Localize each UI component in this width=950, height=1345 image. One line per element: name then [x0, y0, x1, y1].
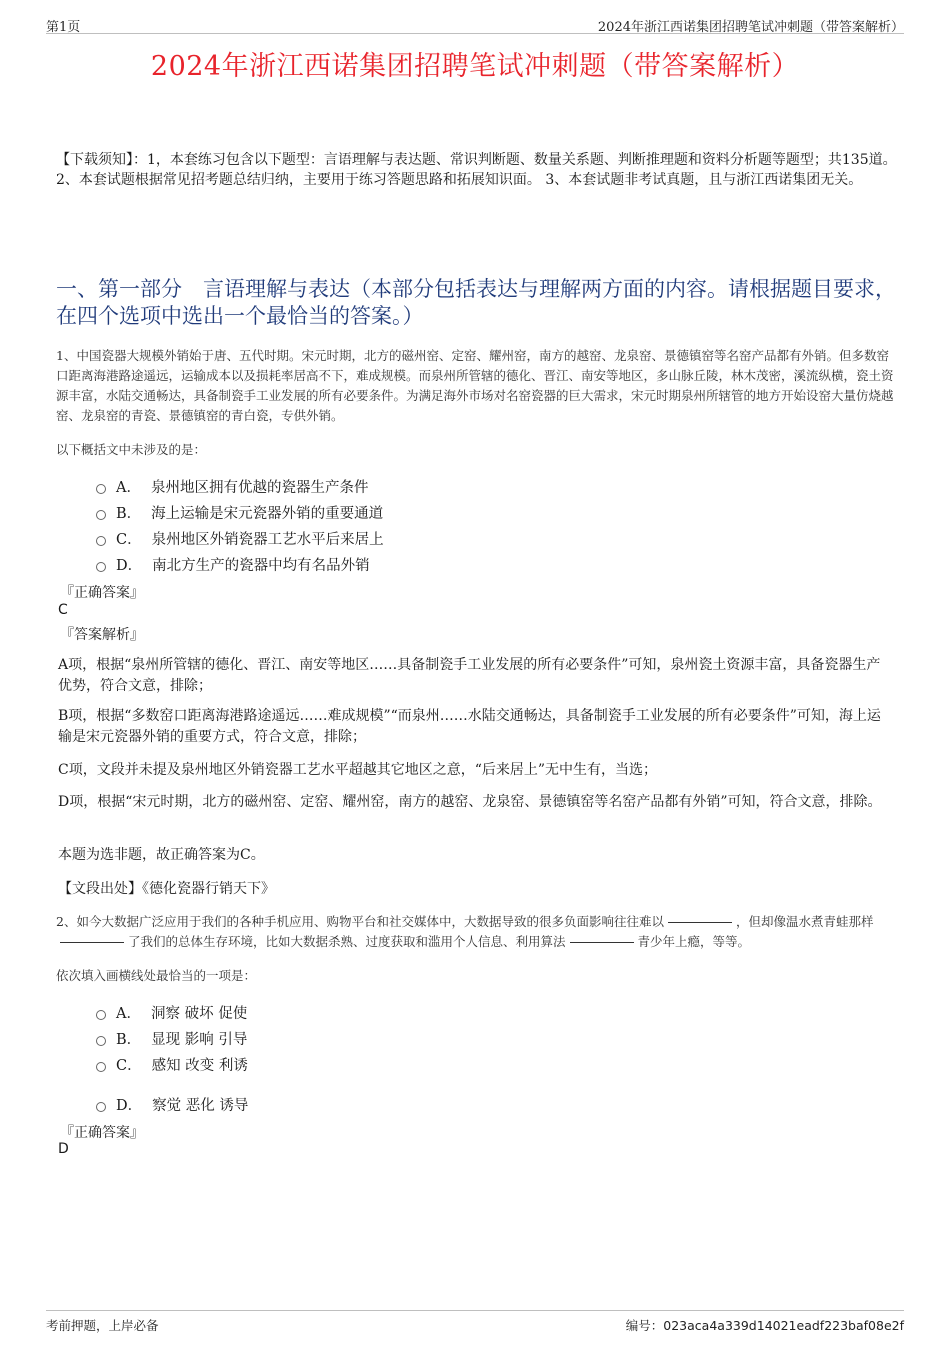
q1-analysis-c: C项，文段并未提及泉州地区外销瓷器工艺水平超越其它地区之意，“后来居上”无中生有，当选；	[58, 762, 658, 778]
option-letter: A．	[116, 1006, 141, 1022]
q2-option-b[interactable]	[96, 1028, 247, 1049]
option-letter: C．	[116, 532, 142, 548]
q1-analysis-a: A项，根据“泉州所管辖的德化、晋江、南安等地区……具备制瓷手工业发展的所有必要条件”可知，泉州瓷土资源丰富，具备瓷器生产优势，符合文意，排除；	[58, 657, 881, 694]
option-letter: D．	[116, 558, 143, 574]
code-value: 023aca4a339d14021eadf223baf08e2f	[663, 1318, 904, 1333]
fill-blank-3[interactable]	[570, 942, 634, 943]
question-1-stem: 1、中国瓷器大规模外销始于唐、五代时期。宋元时期，北方的磁州窑、定窑、耀州窑，南方的越窑、龙泉窑、景德镇窑等名窑产品都有外销。但多数窑口距离海港路途遥远，运输成本以及损耗率居高不下，难成规模。而泉州所管辖的德化、晋江、南安等地区，多山脉丘陵，林木茂密，溪流纵横，瓷土资源丰富，水陆交通畅达，具备制瓷手工业发展的所有必要条件。为满足海外市场对名窑瓷器的巨大需求，宋元时期泉州所辖管的地方开始设窑大量仿烧越窑、龙泉窑的青瓷、景德镇窑的青白瓷，专供外销。	[56, 348, 894, 423]
option-letter: A．	[116, 480, 141, 496]
footer-code	[626, 1316, 904, 1334]
option-text: 海上运输是宋元瓷器外销的重要通道	[151, 506, 384, 522]
q1-analysis-d: D项，根据“宋元时期，北方的磁州窑、定窑、耀州窑，南方的越窑、龙泉窑、景德镇窑等名窑产品都有外销”可知，符合文意，排除。	[58, 794, 882, 810]
radio-icon[interactable]	[96, 536, 106, 546]
q2-answer: D	[58, 1141, 69, 1157]
radio-icon[interactable]	[96, 1010, 106, 1020]
option-letter: B．	[116, 1032, 142, 1048]
option-letter: C．	[116, 1058, 142, 1074]
q1-analysis-conclusion: 本题为选非题，故正确答案为C。	[58, 847, 265, 863]
code-label: 编号：	[625, 1318, 664, 1333]
radio-icon[interactable]	[96, 1062, 106, 1072]
q1-option-b[interactable]	[96, 502, 383, 523]
q1-answer-label: 『正确答案』	[60, 585, 144, 601]
option-text: 泉州地区外销瓷器工艺水平后来居上	[151, 532, 384, 548]
radio-icon[interactable]	[96, 1102, 106, 1112]
option-letter: D．	[116, 1098, 143, 1114]
question-1-prompt: 以下概括文中未涉及的是：	[56, 442, 207, 457]
option-letter: B．	[116, 506, 142, 522]
q2-option-d[interactable]	[96, 1094, 248, 1115]
question-2-prompt: 依次填入画横线处最恰当的一项是：	[56, 968, 257, 983]
q1-analysis-label: 『答案解析』	[60, 627, 144, 643]
radio-icon[interactable]	[96, 484, 106, 494]
q1-option-c[interactable]	[96, 528, 384, 549]
q2-answer-label: 『正确答案』	[60, 1125, 144, 1141]
q1-answer: C	[58, 602, 68, 618]
fill-blank-2[interactable]	[60, 942, 124, 943]
q2-option-c[interactable]	[96, 1054, 248, 1075]
radio-icon[interactable]	[96, 562, 106, 572]
option-text: 显现 影响 引导	[151, 1032, 248, 1048]
radio-icon[interactable]	[96, 510, 106, 520]
question-2-stem: 2、如今大数据广泛应用于我们的各种手机应用、购物平台和社交媒体中，大数据导致的很多负面影响往往难以 ，但却像温水煮青蛙那样了我们的总体生存环境，比如大数据杀熟、过度获取和滥用个人信息、利用算法 青少年上瘾，等等。	[56, 914, 874, 949]
footer-divider	[46, 1310, 904, 1311]
option-text: 南北方生产的瓷器中均有名品外销	[152, 558, 370, 574]
document-title: 2024年浙江西诺集团招聘笔试冲刺题（带答案解析）	[150, 51, 800, 82]
download-notice: 【下载须知】：1，本套练习包含以下题型：言语理解与表达题、常识判断题、数量关系题、判断推理题和资料分析题等题型；共135道。 2、本套试题根据常见招考题总结归纳，主要用于练习答题思路和拓展知识面。 3、本套试题非考试真题，且与浙江西诺集团无关。	[56, 152, 897, 188]
option-text: 感知 改变 利诱	[151, 1058, 248, 1074]
radio-icon[interactable]	[96, 1036, 106, 1046]
q1-option-d[interactable]	[96, 554, 370, 575]
q1-analysis-b: B项，根据“多数窑口距离海港路途遥远……难成规模”“而泉州……水陆交通畅达，具备制瓷手工业发展的所有必要条件”可知，海上运输是宋元瓷器外销的重要方式，符合文意，排除；	[58, 708, 881, 745]
option-text: 泉州地区拥有优越的瓷器生产条件	[150, 480, 369, 496]
option-text: 洞察 破坏 促使	[150, 1006, 248, 1022]
page-number: 第1页	[46, 20, 81, 35]
header-divider	[46, 33, 904, 34]
section-title: 一、第一部分 言语理解与表达（本部分包括表达与理解两方面的内容。请根据题目要求，在四个选项中选出一个最恰当的答案。）	[56, 277, 896, 328]
q2-option-a[interactable]	[96, 1002, 247, 1023]
q1-option-a[interactable]	[96, 476, 368, 497]
q1-source: 【文段出处】《德化瓷器行销天下》	[58, 881, 275, 897]
fill-blank-1[interactable]	[668, 922, 732, 923]
header-doc-title: 2024年浙江西诺集团招聘笔试冲刺题（带答案解析）	[597, 20, 904, 35]
option-text: 察觉 恶化 诱导	[152, 1098, 249, 1114]
footer-slogan: 考前押题，上岸必备	[46, 1318, 159, 1333]
